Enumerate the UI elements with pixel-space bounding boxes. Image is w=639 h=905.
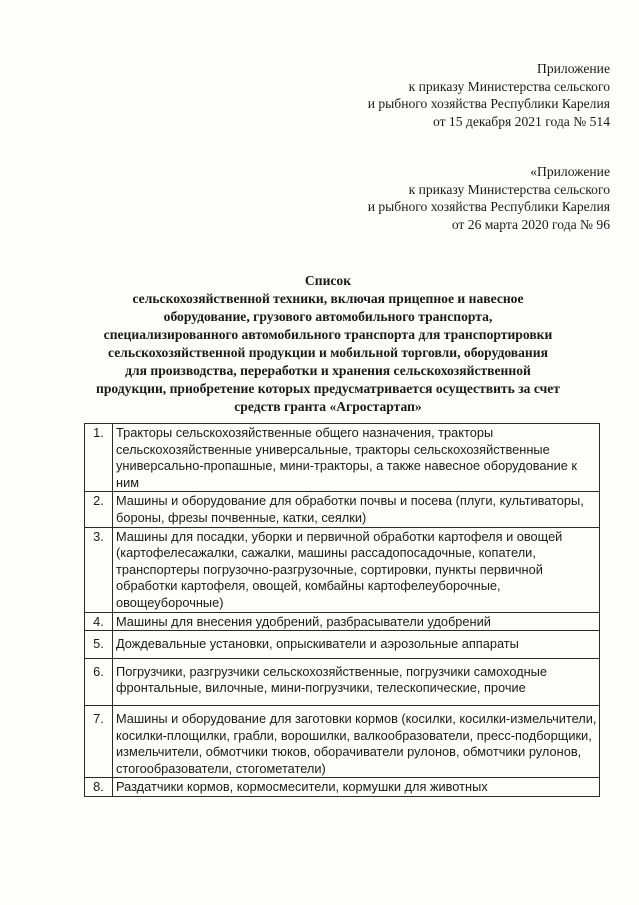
title-line: сельскохозяйственной продукции и мобильной торговли, оборудования: [108, 345, 548, 360]
table-row: [85, 658, 600, 705]
table-row: [85, 492, 600, 527]
appendix-line: от 26 марта 2020 года № 96: [451, 216, 610, 232]
appendix-line: «Приложение: [530, 164, 610, 179]
appendix-line: от 15 декабря 2021 года № 514: [432, 113, 610, 129]
table-row: [85, 424, 600, 492]
appendix-line: и рыбного хозяйства Республики Карелия: [367, 199, 610, 215]
row-number: 4.: [85, 612, 113, 631]
title-line: оборудование, грузового автомобильного транспорта,: [163, 309, 493, 324]
title-line: для производства, переработки и хранения сельскохозяйственной: [125, 363, 531, 378]
appendix-header-previous: [368, 163, 610, 233]
row-number: 3.: [85, 527, 113, 612]
table-row: [85, 527, 600, 612]
row-number: 7.: [85, 705, 113, 777]
title-line: специализированного автомобильного транспорта для транспортировки: [103, 327, 553, 342]
row-description: Машины и оборудование для обработки почвы и посева (плуги, культиваторы, бороны, фрезы почвенные, катки, сеялки): [113, 492, 600, 527]
table-row: [85, 778, 600, 797]
row-description: Машины и оборудование для заготовки кормов (косилки, косилки-измельчители, косилки-площилки, грабли, ворошилки, валкообразователи, пресс-подборщики, измельчители, обмотчики тюков, оборачиватели рулонов, обмотчики рулонов, стогообразователи, стогометатели): [113, 705, 600, 777]
row-number: 5.: [85, 631, 113, 659]
table-row: [85, 631, 600, 659]
appendix-line: Приложение: [537, 61, 610, 76]
title-line: средств гранта «Агростартап»: [234, 399, 422, 414]
title-line: продукции, приобретение которых предусматривается осуществить за счет: [95, 381, 560, 396]
row-number: 1.: [85, 424, 113, 492]
row-description: Погрузчики, разгрузчики сельскохозяйственные, погрузчики самоходные фронтальные, вилочные, мини-погрузчики, телескопические, прочие: [113, 658, 600, 705]
row-number: 8.: [85, 778, 113, 797]
row-number: 6.: [85, 658, 113, 705]
row-description: Дождевальные установки, опрыскиватели и аэрозольные аппараты: [113, 631, 600, 659]
appendix-line: к приказу Министерства сельского: [408, 78, 610, 94]
row-description: Машины для посадки, уборки и первичной обработки картофеля и овощей (картофелесажалки, сажалки, машины рассадопосадочные, копатели, транспортеры погрузочно-разгрузочные, сортировки, пункты первичной обработки картофеля, овощей, комбайны картофелеуборочные, овощеуборочные): [113, 527, 600, 612]
row-description: Машины для внесения удобрений, разбрасыватели удобрений: [113, 612, 600, 631]
row-description: Раздатчики кормов, кормосмесители, кормушки для животных: [113, 778, 600, 797]
row-description: Тракторы сельскохозяйственные общего назначения, тракторы сельскохозяйственные универсальные, тракторы сельскохозяйственные универсально-пропашные, мини-тракторы, а также навесное оборудование к ним: [113, 424, 600, 492]
table-row: [85, 705, 600, 777]
table-row: [85, 612, 600, 631]
row-number: 2.: [85, 492, 113, 527]
appendix-line: к приказу Министерства сельского: [408, 181, 610, 197]
title-line: сельскохозяйственной техники, включая прицепное и навесное: [132, 291, 524, 306]
equipment-table: [84, 423, 600, 797]
appendix-line: и рыбного хозяйства Республики Карелия: [367, 96, 610, 112]
appendix-header-current: [368, 60, 610, 130]
title-heading: Список: [304, 273, 352, 288]
document-title: [78, 272, 578, 416]
